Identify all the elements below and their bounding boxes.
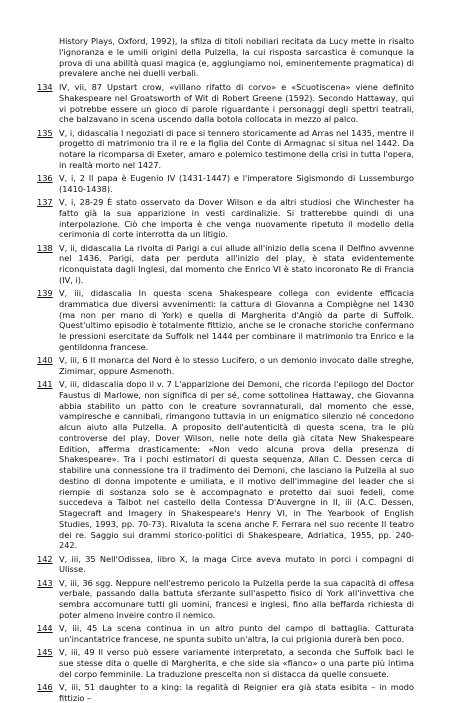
footnote-134 bbox=[37, 82, 414, 125]
footnote-number[interactable]: 138 bbox=[37, 242, 53, 253]
footnote-number[interactable]: 137 bbox=[37, 197, 53, 207]
footnote-146 bbox=[37, 681, 414, 703]
footnote-text: V, iii, 6 Il monarca del Nord è lo stesso Lucifero, o un demonio invocato dalle streghe, Zimimar, oppure Asmenoth. bbox=[59, 355, 414, 376]
footnote-text: V, i, didascalia I negoziati di pace si tennero storicamente ad Arras nel 1435, mentre il progetto di matrimonio tra il re e la figlia del Conte di Armagnac si situa nel 1442. Da notare la ricomparsa di Exeter, amaro e polemico testimone della crisi in tutta l'opera, in realtà morto nel 1427. bbox=[59, 127, 414, 170]
footnote-number[interactable]: 146 bbox=[37, 681, 53, 692]
footnote-number[interactable]: 134 bbox=[37, 82, 53, 92]
footnote-number[interactable]: 144 bbox=[37, 623, 53, 633]
footnote-144 bbox=[37, 623, 414, 645]
footnote-text: V, iii, 49 Il verso può essere variamente interpretato, a seconda che Suffolk baci le sue stesse dita o quelle di Margherita, e che side sia «fianco» o una parte più intima del corpo femminile. La traduzione prescelta non si distacca da quelle consuete. bbox=[59, 647, 414, 679]
footnote-text: IV, vii, 87 Upstart crow, «villano rifatto di corvo» e «Scuotiscena» viene definito Shakespeare nel Groatsworth of Wit di Robert Greene (1592). Secondo Hattaway, qui vi potrebbe essere un gioco di parole riguardante i personaggi degli spettri teatrali, che balzavano in scena uscendo dalla botola collocata in mezzo al palco. bbox=[59, 82, 414, 125]
footnote-number[interactable]: 145 bbox=[37, 647, 53, 657]
footnote-142 bbox=[37, 553, 414, 576]
footnote-141 bbox=[37, 379, 414, 551]
footnote-number[interactable]: 135 bbox=[37, 127, 53, 138]
footnote-text: V, iii, didascalia dopo il v. 7 L'apparizione dei Demoni, che ricorda l'epilogo del Doctor Faustus di Marlowe, non significa di per sé, come sottolinea Hattaway, che Giovanna abbia stabilito un patto con le creature sovrannaturali, dal momento che esse, vampiresche e cannibali, rimangono tuttavia in un enigmatico silenzio né concedono alcun aiuto alla Pulzella. A proposito dell'autenticità di questa scena, tra le più controverse del play, Dover Wilson, nelle note della già citata New Shakespeare Edition, afferma drasticamente: «Non vedo alcuna prova della presenza di Shakespeare». Tra i pochi estimatori di questa sequenza, Allan C. Dessen cerca di stabilire una connessione tra il tradimento dei Demoni, che lasciano la Pulzella al suo destino di donna impotente e umiliata, e il motivo dell'immagine del leader che si riempie di sostanza solo se è accompagnato e protetto dai suoi fedeli, come succedeva a Talbot nel castello della Contessa D'Auvergne in II, iii (A.C. Dessen, Stagecraft and Imagery in Shakespeare's Henry VI, in The Yearbook of English Studies, 1993, pp. 70-73). Rivaluta la scena anche F. Ferrara nel suo recente Il teatro dei re. Saggio sui drammi storico-politici di Shakespeare, Adriatica, 1955, pp. 240-242. bbox=[59, 379, 414, 551]
footnote-text: V, iii, 35 Nell'Odissea, libro X, la maga Circe aveva mutato in porci i compagni di Ulisse. bbox=[59, 553, 414, 575]
footnote-text: V, i, 2 Il papa è Eugenio IV (1431-1447) e l'imperatore Sigismondo di Lussemburgo (1410-1438). bbox=[59, 173, 414, 194]
footnote-145 bbox=[37, 647, 414, 679]
footnote-138 bbox=[37, 242, 414, 286]
footnote-137 bbox=[37, 197, 414, 240]
footnote-139 bbox=[37, 288, 414, 353]
footnote-number[interactable]: 141 bbox=[37, 379, 53, 389]
footnote-number[interactable]: 136 bbox=[37, 173, 53, 183]
footnote-135 bbox=[37, 127, 414, 171]
footnote-number[interactable]: 140 bbox=[37, 355, 53, 365]
footnote-143 bbox=[37, 577, 414, 621]
footnote-text: V, iii, 45 La scena continua in un altro punto del campo di battaglia. Catturata un'incantatrice francese, ne spunta subito un'altra, la cui prigionia durerà ben poco. bbox=[59, 623, 414, 644]
footnote-140 bbox=[37, 355, 414, 377]
footnote-number[interactable]: 142 bbox=[37, 553, 53, 564]
intro-paragraph: History Plays, Oxford, 1992), la sfilza di titoli nobiliari recitata da Lucy mette in risalto l'ignoranza e le umili origini della Pulzella, la cui risposta sarcastica è comunque la prova di una abilità quasi magica (e, aggiungiamo noi, eminentemente pragmatica) di prevalere anche nei duelli verbali. bbox=[59, 36, 414, 79]
footnote-text: V, i, 28-29 È stato osservato da Dover Wilson e da altri studiosi che Winchester ha fatto già la sua apparizione in vesti cardinalizie. Si tratterebbe quindi di una interpolazione. Ciò che importa è che venga nuovamente ripetuto il modello della cerimonia di corte interrotta da un litigio. bbox=[59, 197, 414, 240]
footnote-text: V, iii, 51 daughter to a king: la regalità di Reignier era già stata esibita – in modo fittizio – bbox=[59, 681, 414, 703]
footnote-text: V, ii, didascalia La rivolta di Parigi a cui allude all'inizio della scena il Delfino avvenne nel 1436. Parigi, data per perduta all'inizio del play, è stata evidentemente riconquistata dagli Inglesi, dal momento che Enrico VI è stato incoronato Re di Francia (IV, i). bbox=[59, 242, 414, 285]
footnote-136 bbox=[37, 173, 414, 195]
footnote-number[interactable]: 139 bbox=[37, 288, 53, 298]
footnote-text: V, iii, didascalia In questa scena Shakespeare collega con evidente efficacia drammatica due diversi avvenimenti: la cattura di Giovanna a Compiègne nel 1430 (ma non per mano di York) e quella di Margherita d'Angiò da parte di Suffolk. Quest'ultimo episodio è totalmente fittizio, anche se le cronache storiche confermano le pressioni esercitate da Suffolk nel 1444 per combinare il matrimonio tra Enrico e la gentildonna francese. bbox=[59, 288, 414, 352]
footnote-number[interactable]: 143 bbox=[37, 577, 53, 588]
footnote-text: V, iii, 36 sgg. Neppure nell'estremo pericolo la Pulzella perde la sua capacità di offesa verbale, passando dalla battuta sferzante sull'aspetto fisico di York all'invettiva che sembra accomunare tutti gli uomini, francesi e inglesi, fino alla beffarda richiesta di poter almeno inveire contro il nemico. bbox=[59, 577, 414, 620]
